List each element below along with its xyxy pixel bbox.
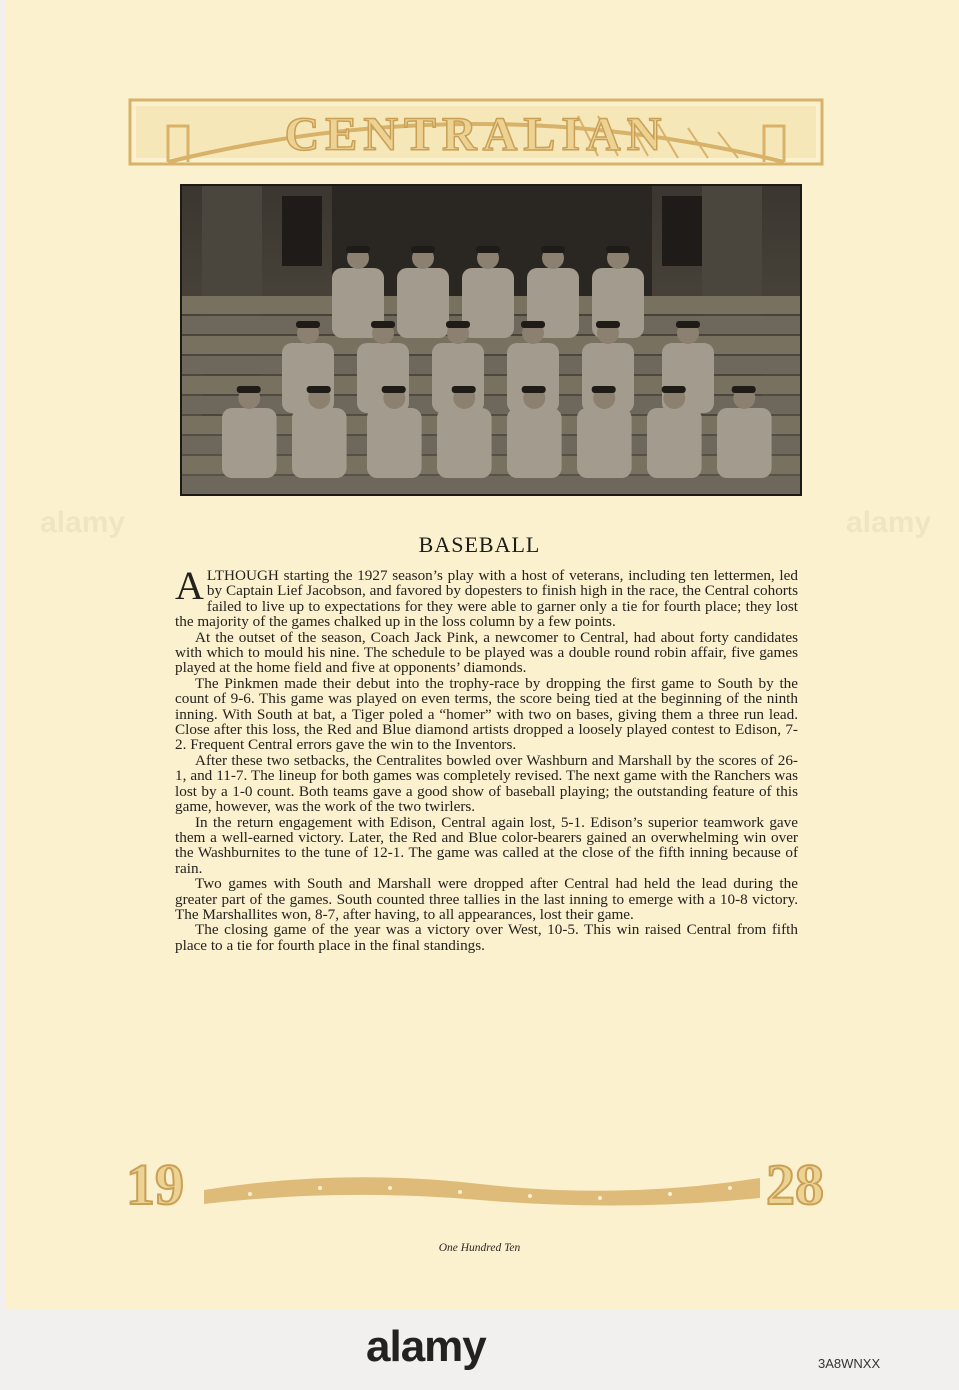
drop-cap: A — [175, 563, 204, 608]
article-title: BASEBALL — [418, 532, 541, 557]
paragraph: At the outset of the season, Coach Jack Pink, a newcomer to Central, had about forty candidates with which to mould his nine. The schedule to be played was a double round robin affair, five games played at the home field and five at opponents’ diamonds. — [175, 628, 798, 677]
ghost-watermark: alamy — [846, 506, 932, 539]
photo-step — [182, 476, 800, 494]
year-left: 19 — [126, 1152, 184, 1217]
article-body — [175, 563, 798, 954]
watermark-logo: alamy — [366, 1322, 486, 1371]
paragraph: The closing game of the year was a victory over West, 10-5. This win raised Central from fifth place to a tie for fourth place in the final standings. — [175, 921, 798, 954]
paragraph: In the return engagement with Edison, Central again lost, 5-1. Edison’s superior teamwork gave them a well-earned victory. Later, the Red and Blue color-bearers gained an overwhelming win over the Washburnites to the tune of 12-1. The game was called at the close of the fifth inning because of rain. — [175, 813, 798, 877]
paragraph: Two games with South and Marshall were dropped after Central had held the lead during the greater part of the games. South counted three tallies in the last inning to emerge with a 10-8 victory. The Marshallites won, 8-7, after having, to all appearances, lost their game. — [175, 875, 798, 923]
banner-title: CENTRALIAN — [284, 108, 668, 161]
year-footer-ornament — [120, 1148, 840, 1220]
paragraph-text: LTHOUGH starting the 1927 season’s play with a host of veterans, including ten lettermen, led by Captain Lief Jacobson, and favored by dopesters to finish high in the race, the Central cohorts failed to live up to expectations for they were able to garner only a tie for fourth place; they lost the majority of the games chalked up in the loss column by a few points. — [175, 567, 798, 631]
paragraph: The Pinkmen made their debut into the trophy-race by dropping the first game to South by the count of 9-6. This game was played on even terms, the score being tied at the beginning of the ninth inning. With South at bat, a Tiger poled a “homer” with two on bases, giving them a three run lead. Close after this loss, the Red and Blue diamond artists dropped a loosely played contest to Edison, 7-2. Frequent Central errors gave the win to the Inventors. — [175, 674, 798, 754]
team-photo — [180, 184, 802, 496]
centralian-banner — [128, 96, 824, 168]
ghost-watermark: alamy — [40, 506, 126, 539]
watermark-image-id: 3A8WNXX — [818, 1356, 881, 1371]
year-right: 28 — [766, 1152, 824, 1217]
page-number: One Hundred Ten — [438, 1242, 521, 1254]
paragraph — [175, 563, 798, 631]
paragraph: After these two setbacks, the Centralites bowled over Washburn and Marshall by the scores of 26-1, and 11-7. The lineup for both games was completely revised. The next game with the Ranchers was lost by a 1-0 count. Both teams gave a good show of baseball playing; the outstanding feature of this game, however, was the work of the two twirlers. — [175, 751, 798, 816]
